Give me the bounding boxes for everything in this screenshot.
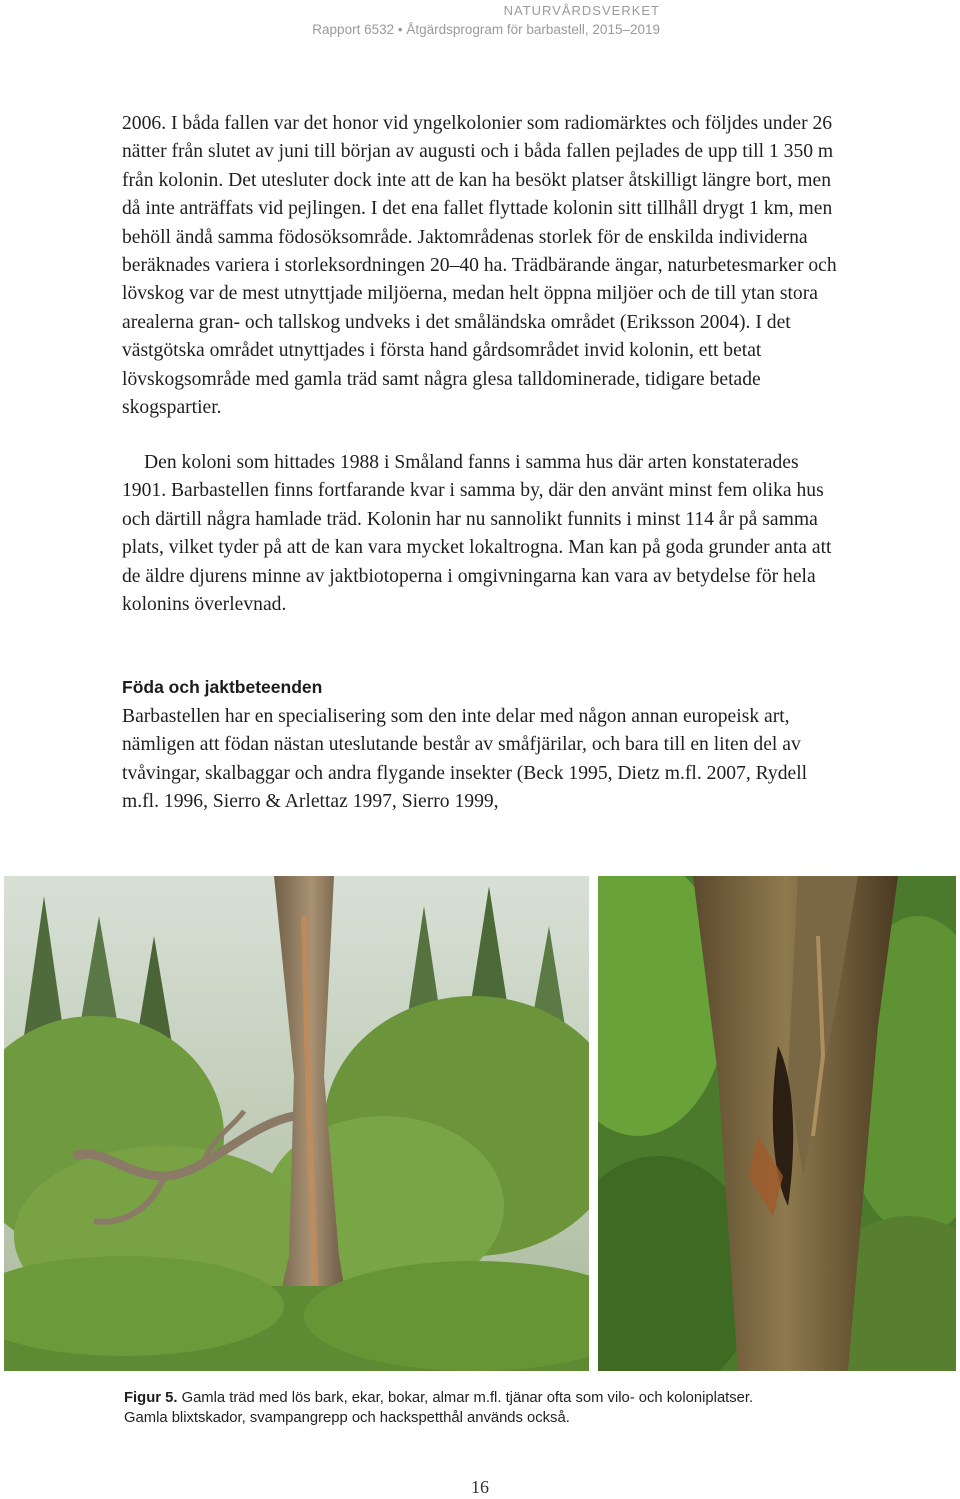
section-heading: Föda och jaktbeteenden bbox=[122, 677, 323, 697]
photo-old-oak-image bbox=[4, 876, 589, 1371]
page-number: 16 bbox=[471, 1477, 489, 1497]
figure-caption bbox=[124, 1388, 844, 1428]
caption-text-1: Gamla träd med lös bark, ekar, bokar, almar m.fl. tjänar ofta som vilo- och koloniplatser. bbox=[181, 1390, 754, 1406]
paragraph-text: Barbastellen har en specialisering som den inte delar med någon annan europeisk art, nämligen att födan nästan uteslutande består av småfjärilar, och bara till en liten del av tvåvingar, skalbaggar och andra flygande insekter (Beck 1995, Dietz m.fl. 2007, Rydell m.fl. 1996, Sierro & Arlettaz 1997, Sierro 1999, bbox=[122, 706, 808, 813]
caption-line-2: Gamla blixtskador, svampangrepp och hackspetthål används också. bbox=[124, 1410, 570, 1426]
body-paragraph-2 bbox=[122, 449, 842, 619]
body-paragraph-3 bbox=[122, 703, 842, 817]
photo-damaged-trunk bbox=[598, 876, 956, 1371]
paragraph-text: 2006. I båda fallen var det honor vid yngelkolonier som radiomärktes och följdes under 26 nätter från slutet av juni till början av augusti och i båda fallen pejlades de upp till 1 350 m från kolonin. Det utesluter dock inte att de kan ha besökt platser åtskilligt längre bort, men då inte anträffats vid pejlingen. I det ena fallet flyttade kolonin sitt tillhåll drygt 1 km, men behöll ändå samma födosöksområde. Jaktområdenas storlek för de enskilda individerna beräknades variera i storleksordningen 20–40 ha. Trädbärande ängar, naturbetesmarker och lövskog var de mest utnyttjade miljöerna, medan helt öppna miljöer och de till ytan stora arealerna gran- och tallskog undveks i det småländska området (Eriksson 2004). I det västgötska området utnyttjades i första hand gårdsområdet invid kolonin, ett betat lövskogsområde med gamla träd samt några glesa talldominerade, tidigare betade skogspartier. bbox=[122, 113, 837, 419]
photo-old-oak bbox=[4, 876, 589, 1371]
page-header bbox=[312, 2, 660, 39]
paragraph-text: Den koloni som hittades 1988 i Småland fanns i samma hus där arten konstaterades 1901. Barbastellen finns fortfarande kvar i samma by, där den använt minst fem olika hus och därtill några hamlade träd. Kolonin har nu sannolikt funnits i minst 114 år på samma plats, vilket tyder på att de kan vara mycket lokaltrogna. Man kan på goda grunder anta att de äldre djurens minne av jaktbiotoperna i omgivningarna kan vara av betydelse för hela kolonins överlevnad. bbox=[122, 452, 832, 616]
caption-line-1 bbox=[124, 1388, 844, 1408]
header-organization: NATURVÅRDSVERKET bbox=[503, 3, 660, 18]
header-report-title: Rapport 6532 • Åtgärdsprogram för barbastell, 2015–2019 bbox=[312, 22, 660, 37]
figure-label: Figur 5. bbox=[124, 1390, 178, 1406]
photo-damaged-trunk-image bbox=[598, 876, 956, 1371]
body-paragraph-1 bbox=[122, 110, 842, 422]
